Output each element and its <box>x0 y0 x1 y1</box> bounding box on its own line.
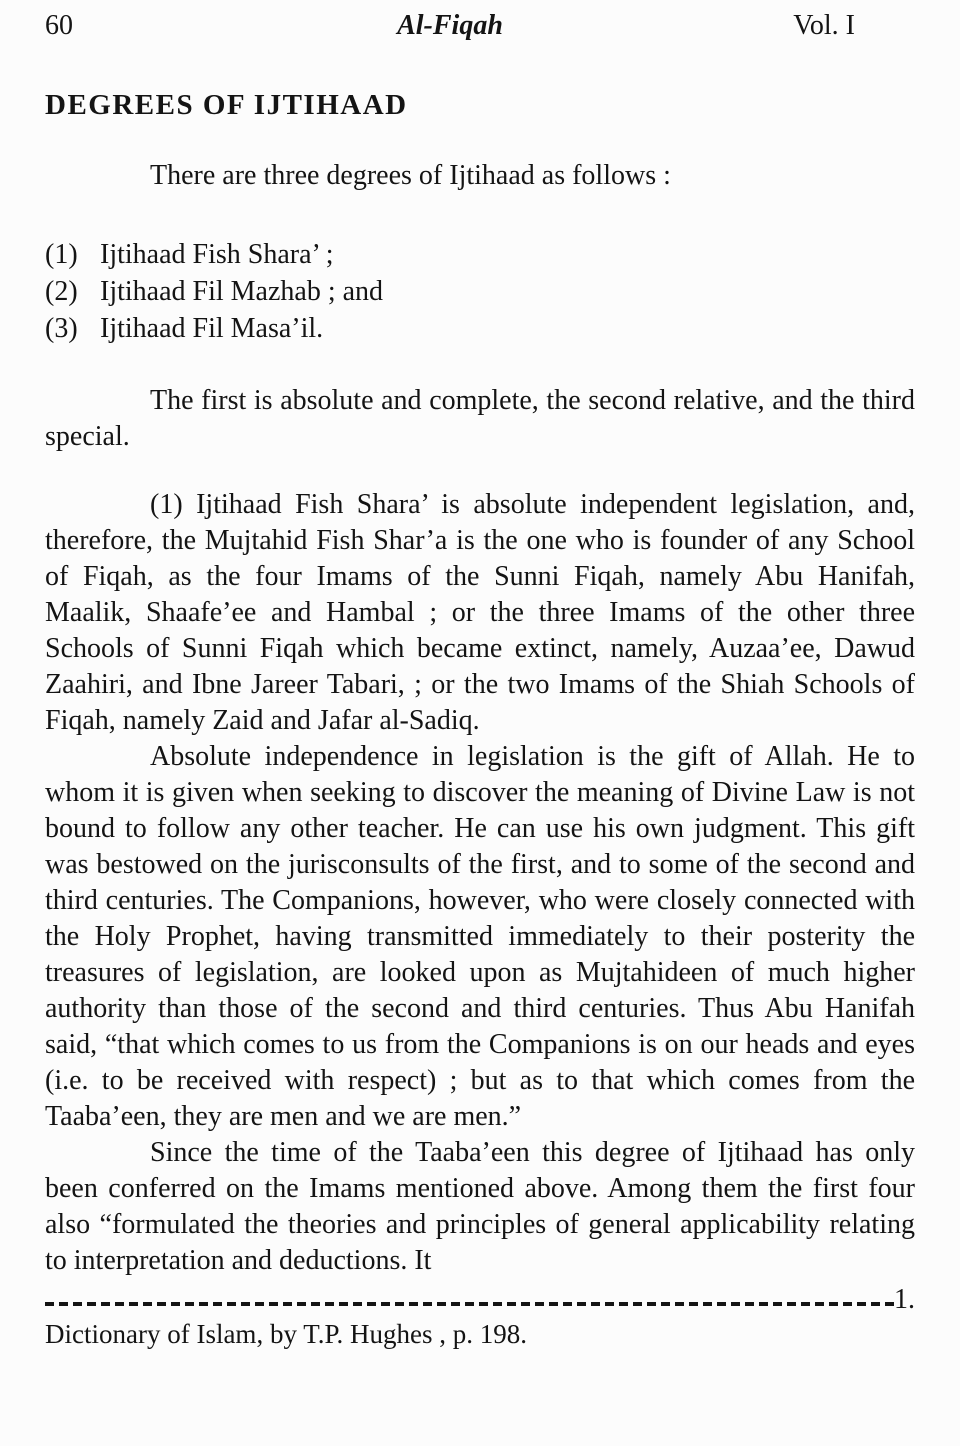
footnote-marker: 1. <box>894 1284 915 1315</box>
book-title: Al-Fiqah <box>397 10 503 41</box>
intro-paragraph: There are three degrees of Ijtihaad as follows : <box>150 160 671 191</box>
list-item-number: (1) <box>45 239 78 270</box>
paragraph-since-taabaeen: Since the time of the Taaba’een this degree of Ijtihaad has only been conferred on the Imams mentioned above. Among them the first four also “formulated the theories and principles of general applicability relating to interpretation and deductions. It <box>45 1137 915 1276</box>
paragraph-summary: The first is absolute and complete, the second relative, and the third special. <box>45 385 915 452</box>
footnote-separator <box>45 1285 915 1315</box>
list-item-text: Ijtihaad Fil Masa’il. <box>100 313 324 344</box>
running-header <box>45 8 915 44</box>
list-item <box>45 310 915 347</box>
list-item <box>45 273 915 310</box>
list-item <box>45 236 915 273</box>
ijtihaad-degree-list <box>45 236 915 347</box>
footnote-text: Dictionary of Islam, by T.P. Hughes , p. 198. <box>45 1319 527 1349</box>
volume-label: Vol. I <box>793 10 855 41</box>
list-item-text: Ijtihaad Fil Mazhab ; and <box>100 276 384 307</box>
page-number: 60 <box>45 10 73 41</box>
paragraph-first-degree: (1) Ijtihaad Fish Shara’ is absolute independent legislation, and, therefore, the Mujtahid Fish Shar’a is the one who is founder of any School of Fiqah, as the four Imams of the Sunni Fiqah, namely Abu Hanifah, Maalik, Shaafe’ee and Hambal ; or the three Imams of the other three Schools of Sunni Fiqah which became extinct, namely, Auzaa’ee, Dawud Zaahiri, and Ibne Jareer Tabari, ; or the two Imams of the Shiah Schools of Fiqah, namely Zaid and Jafar al-Sadiq. <box>45 489 915 736</box>
paragraph-absolute-independence: Absolute independence in legislation is the gift of Allah. He to whom it is given when seeking to discover the meaning of Divine Law is not bound to follow any other teacher. He can use his own judgment. This gift was bestowed on the jurisconsults of the first, and to some of the second and third centuries. The Companions, however, who were closely connected with the Holy Prophet, having transmitted immediately to their posterity the treasures of legislation, are looked upon as Mujtahideen of much higher authority than those of the second and third centuries. Thus Abu Hanifah said, “that which comes to us from the Companions is on our heads and eyes (i.e. to be received with respect) ; but as to that which comes from the Taaba’een, they are men and we are men.” <box>45 741 915 1132</box>
footnote-rule <box>45 1302 894 1306</box>
list-item-number: (2) <box>45 276 78 307</box>
list-item-text: Ijtihaad Fish Shara’ ; <box>100 239 334 270</box>
list-item-number: (3) <box>45 313 78 344</box>
section-heading: DEGREES OF IJTIHAAD <box>45 89 408 121</box>
